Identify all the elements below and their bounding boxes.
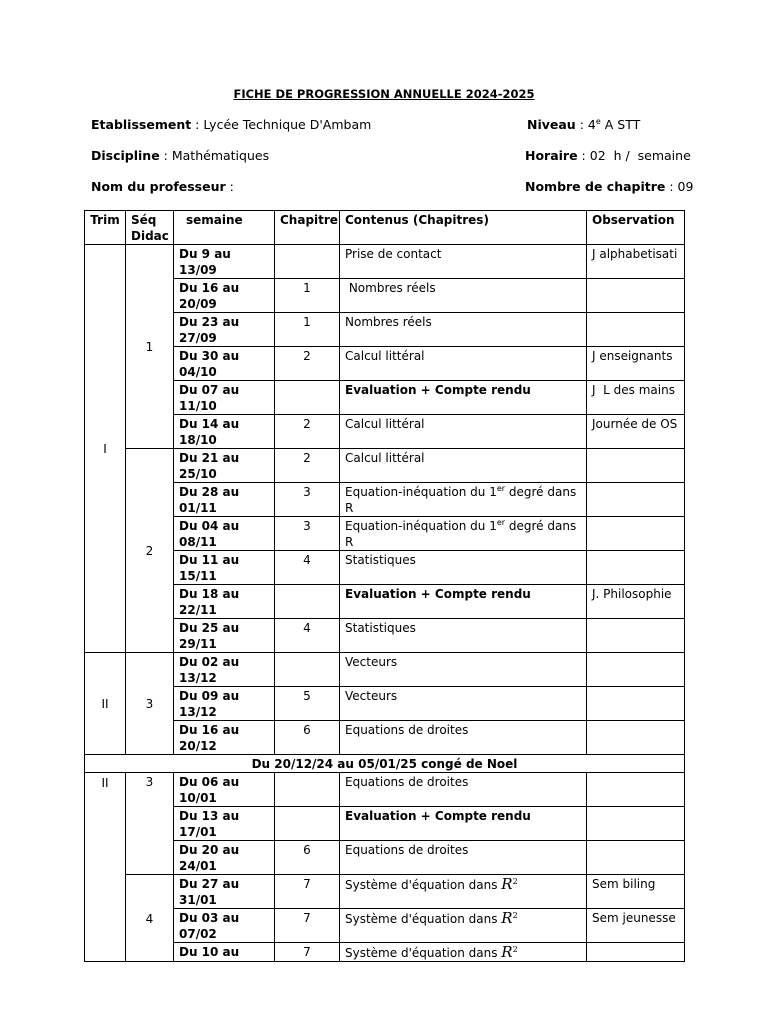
chapitre-cell: 3: [275, 517, 340, 551]
table-header-row: [85, 211, 685, 245]
chapitre-cell: [275, 653, 340, 687]
semaine-cell: Du 18 au 22/11: [174, 585, 275, 619]
table-body: [85, 245, 685, 962]
r-squared-symbol: [501, 875, 517, 893]
table-row: [85, 841, 685, 875]
table-row: [85, 585, 685, 619]
chapitre-cell: [275, 807, 340, 841]
chapitre-cell: 2: [275, 449, 340, 483]
professeur-line: [91, 179, 234, 194]
chapitre-cell: 4: [275, 619, 340, 653]
observation-cell: J. Philosophie: [587, 585, 685, 619]
table-row: [85, 687, 685, 721]
chapitre-cell: 1: [275, 279, 340, 313]
observation-cell: [587, 841, 685, 875]
niveau-value: : 4: [575, 117, 596, 132]
chapitre-cell: 1: [275, 313, 340, 347]
progression-table: [84, 210, 685, 962]
table-row: [85, 279, 685, 313]
semaine-cell: Du 11 au 15/11: [174, 551, 275, 585]
discipline-value: : Mathématiques: [159, 148, 270, 163]
contenu-cell: [340, 517, 587, 551]
chapitre-cell: [275, 381, 340, 415]
contenu-text: Système d'équation dans: [345, 912, 502, 926]
chapitre-cell: 7: [275, 875, 340, 909]
table-row: [85, 347, 685, 381]
contenu-cell: Evaluation + Compte rendu: [340, 585, 587, 619]
header-trim: Trim: [85, 211, 126, 245]
math-base: R: [501, 909, 513, 927]
table-row: [85, 483, 685, 517]
r-squared-symbol: [501, 943, 517, 961]
contenu-cell: Prise de contact: [340, 245, 587, 279]
semaine-cell: Du 02 au 13/12: [174, 653, 275, 687]
header-contenus: Contenus (Chapitres): [340, 211, 587, 245]
niveau-label: Niveau: [527, 117, 576, 132]
table-row: [85, 909, 685, 943]
seq-cell: 1: [126, 245, 174, 449]
observation-cell: [587, 313, 685, 347]
semaine-cell: Du 06 au 10/01: [174, 773, 275, 807]
chapitre-cell: [275, 585, 340, 619]
header-semaine: semaine: [174, 211, 275, 245]
trim-cell: I: [85, 245, 126, 653]
observation-cell: [587, 483, 685, 517]
observation-cell: [587, 619, 685, 653]
chapitre-cell: 6: [275, 841, 340, 875]
contenu-cell: Evaluation + Compte rendu: [340, 807, 587, 841]
semaine-cell: Du 23 au 27/09: [174, 313, 275, 347]
chapitre-count-value: : 09: [665, 179, 694, 194]
trim-cell: II: [85, 773, 126, 962]
observation-cell: [587, 687, 685, 721]
chapitre-cell: 5: [275, 687, 340, 721]
contenu-cell: Nombres réels: [340, 279, 587, 313]
holiday-cell: Du 20/12/24 au 05/01/25 congé de Noel: [85, 755, 685, 773]
table-row: [85, 943, 685, 962]
contenu-cell: [340, 943, 587, 962]
chapitre-cell: [275, 773, 340, 807]
contenu-cell: [340, 875, 587, 909]
math-sup: 2: [512, 945, 518, 954]
semaine-cell: Du 09 au 13/12: [174, 687, 275, 721]
niveau-line: [527, 117, 640, 132]
discipline-label: Discipline: [91, 148, 160, 163]
etablissement-value: : Lycée Technique D'Ambam: [191, 117, 372, 132]
table-row: [85, 875, 685, 909]
contenu-text: Système d'équation dans: [345, 878, 502, 892]
header-chapitre: Chapitre: [275, 211, 340, 245]
math-base: R: [501, 943, 513, 961]
table-row: [85, 415, 685, 449]
seq-cell: 2: [126, 449, 174, 653]
header-observation: Observation: [587, 211, 685, 245]
table-row: [85, 313, 685, 347]
contenu-cell: Statistiques: [340, 551, 587, 585]
semaine-cell: Du 20 au 24/01: [174, 841, 275, 875]
table-row: [85, 773, 685, 807]
math-sup: 2: [512, 877, 518, 886]
contenu-cell: Vecteurs: [340, 687, 587, 721]
semaine-cell: Du 27 au 31/01: [174, 875, 275, 909]
header-seq: Séq Didac: [126, 211, 174, 245]
chapitre-cell: 7: [275, 943, 340, 962]
semaine-cell: Du 07 au 11/10: [174, 381, 275, 415]
horaire-line: [525, 148, 691, 163]
observation-cell: J L des mains: [587, 381, 685, 415]
contenu-text: Equation-inéquation du 1: [345, 485, 497, 499]
semaine-cell: Du 30 au 04/10: [174, 347, 275, 381]
chapitre-cell: 6: [275, 721, 340, 755]
contenu-cell: Evaluation + Compte rendu: [340, 381, 587, 415]
contenu-cell: Equations de droites: [340, 841, 587, 875]
table-row: [85, 381, 685, 415]
contenu-cell: Statistiques: [340, 619, 587, 653]
semaine-cell: Du 10 au: [174, 943, 275, 962]
observation-cell: [587, 807, 685, 841]
professeur-label: Nom du professeur: [91, 179, 226, 194]
page-title: FICHE DE PROGRESSION ANNUELLE 2024-2025: [233, 87, 535, 101]
horaire-label: Horaire: [525, 148, 578, 163]
chapitre-count-label: Nombre de chapitre: [525, 179, 666, 194]
math-sup: 2: [512, 911, 518, 920]
observation-cell: [587, 773, 685, 807]
contenu-cell: Vecteurs: [340, 653, 587, 687]
seq-cell: 4: [126, 875, 174, 962]
semaine-cell: Du 9 au 13/09: [174, 245, 275, 279]
contenu-cell: [340, 909, 587, 943]
semaine-cell: Du 14 au 18/10: [174, 415, 275, 449]
semaine-cell: Du 16 au 20/09: [174, 279, 275, 313]
contenu-text-post: degré dans R: [345, 485, 577, 515]
contenu-cell: [340, 483, 587, 517]
semaine-cell: Du 13 au 17/01: [174, 807, 275, 841]
table-row: [85, 619, 685, 653]
observation-cell: [587, 517, 685, 551]
semaine-cell: Du 28 au 01/11: [174, 483, 275, 517]
table-row: [85, 517, 685, 551]
observation-cell: [587, 279, 685, 313]
semaine-cell: Du 03 au 07/02: [174, 909, 275, 943]
semaine-cell: Du 25 au 29/11: [174, 619, 275, 653]
chapitre-cell: 4: [275, 551, 340, 585]
discipline-line: [91, 148, 269, 163]
contenu-cell: Equations de droites: [340, 773, 587, 807]
math-base: R: [501, 875, 513, 893]
observation-cell: Sem biling: [587, 875, 685, 909]
observation-cell: [587, 653, 685, 687]
niveau-value-post: A STT: [600, 117, 641, 132]
semaine-cell: Du 04 au 08/11: [174, 517, 275, 551]
table-row: [85, 653, 685, 687]
observation-cell: [587, 551, 685, 585]
chapitre-count-line: [525, 179, 693, 194]
table-row: [85, 721, 685, 755]
contenu-cell: Equations de droites: [340, 721, 587, 755]
contenu-cell: Calcul littéral: [340, 415, 587, 449]
semaine-cell: Du 16 au 20/12: [174, 721, 275, 755]
etablissement-line: [91, 117, 371, 132]
etablissement-label: Etablissement: [91, 117, 192, 132]
contenu-text-post: degré dans R: [345, 519, 577, 549]
observation-cell: J alphabetisati: [587, 245, 685, 279]
chapitre-cell: 2: [275, 415, 340, 449]
chapitre-cell: 3: [275, 483, 340, 517]
table-row: [85, 245, 685, 279]
holiday-row: [85, 755, 685, 773]
observation-cell: [587, 449, 685, 483]
professeur-value: :: [225, 179, 234, 194]
observation-cell: Sem jeunesse: [587, 909, 685, 943]
observation-cell: Journée de OS: [587, 415, 685, 449]
contenu-cell: Nombres réels: [340, 313, 587, 347]
observation-cell: [587, 721, 685, 755]
chapitre-cell: 7: [275, 909, 340, 943]
table-row: [85, 807, 685, 841]
contenu-cell: Calcul littéral: [340, 449, 587, 483]
niveau-sup: e: [595, 117, 601, 126]
semaine-cell: Du 21 au 25/10: [174, 449, 275, 483]
contenu-cell: Calcul littéral: [340, 347, 587, 381]
observation-cell: [587, 943, 685, 962]
observation-cell: J enseignants: [587, 347, 685, 381]
contenu-text: Equation-inéquation du 1: [345, 519, 497, 533]
chapitre-cell: [275, 245, 340, 279]
contenu-sup: er: [496, 518, 506, 527]
seq-cell: 3: [126, 653, 174, 755]
contenu-sup: er: [496, 484, 506, 493]
seq-cell: 3: [126, 773, 174, 875]
trim-cell: II: [85, 653, 126, 755]
contenu-text: Système d'équation dans: [345, 946, 502, 960]
chapitre-cell: 2: [275, 347, 340, 381]
horaire-value: : 02 h / semaine: [577, 148, 691, 163]
r-squared-symbol: [501, 909, 517, 927]
table-row: [85, 551, 685, 585]
table-row: [85, 449, 685, 483]
